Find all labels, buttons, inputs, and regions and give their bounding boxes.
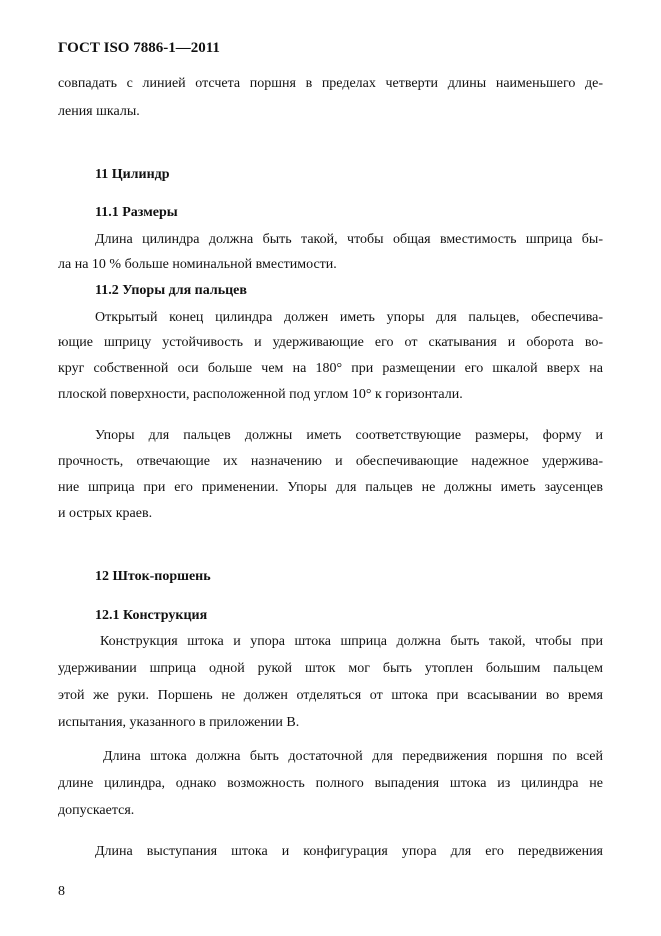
- subsection-heading-11-2: 11.2 Упоры для пальцев: [95, 283, 247, 298]
- body-line: Конструкция штока и упора штока шприца должна быть такой, чтобы при: [100, 634, 603, 649]
- subsection-heading-11-1: 11.1 Размеры: [95, 205, 178, 220]
- section-heading-11: 11 Цилиндр: [95, 167, 170, 182]
- body-line: Упоры для пальцев должны иметь соответствующие размеры, форму и: [95, 428, 603, 443]
- subsection-heading-12-1: 12.1 Конструкция: [95, 608, 208, 623]
- body-line: Длина выступания штока и конфигурация упора для его передвижения: [95, 844, 603, 859]
- body-line: этой же руки. Поршень не должен отделяться от штока при всасывании во время: [58, 688, 603, 703]
- body-line: испытания, указанного в приложении В.: [58, 715, 300, 730]
- page-number: 8: [58, 884, 65, 899]
- body-line: ние шприца при его применении. Упоры для пальцев не должны иметь заусенцев: [58, 480, 603, 495]
- body-line: ла на 10 % больше номинальной вместимости.: [58, 257, 337, 272]
- body-line: совпадать с линией отсчета поршня в пределах четверти длины наименьшего де-: [58, 76, 603, 91]
- body-line: удерживании шприца одной рукой шток мог быть утоплен большим пальцем: [58, 661, 603, 676]
- body-line: плоской поверхности, расположенной под углом 10° к горизонтали.: [58, 387, 463, 402]
- body-line: и острых краев.: [58, 506, 153, 521]
- body-line: Длина штока должна быть достаточной для передвижения поршня по всей: [103, 749, 603, 764]
- body-line: прочность, отвечающие их назначению и обеспечивающие надежное удержива-: [58, 454, 603, 469]
- document-header-title: ГОСТ ISO 7886-1—2011: [58, 40, 220, 56]
- section-heading-12: 12 Шток-поршень: [95, 569, 211, 584]
- body-line: длине цилиндра, однако возможность полного выпадения штока из цилиндра не: [58, 776, 603, 791]
- body-line: ления шкалы.: [58, 104, 140, 119]
- body-line: круг собственной оси больше чем на 180° при размещении его шкалой вверх на: [58, 361, 603, 376]
- body-line: ющие шприцу устойчивость и удерживающие его от скатывания и оборота во-: [58, 335, 603, 350]
- body-line: Длина цилиндра должна быть такой, чтобы общая вместимость шприца бы-: [95, 232, 603, 247]
- body-line: Открытый конец цилиндра должен иметь упоры для пальцев, обеспечива-: [95, 310, 603, 325]
- body-line: допускается.: [58, 803, 135, 818]
